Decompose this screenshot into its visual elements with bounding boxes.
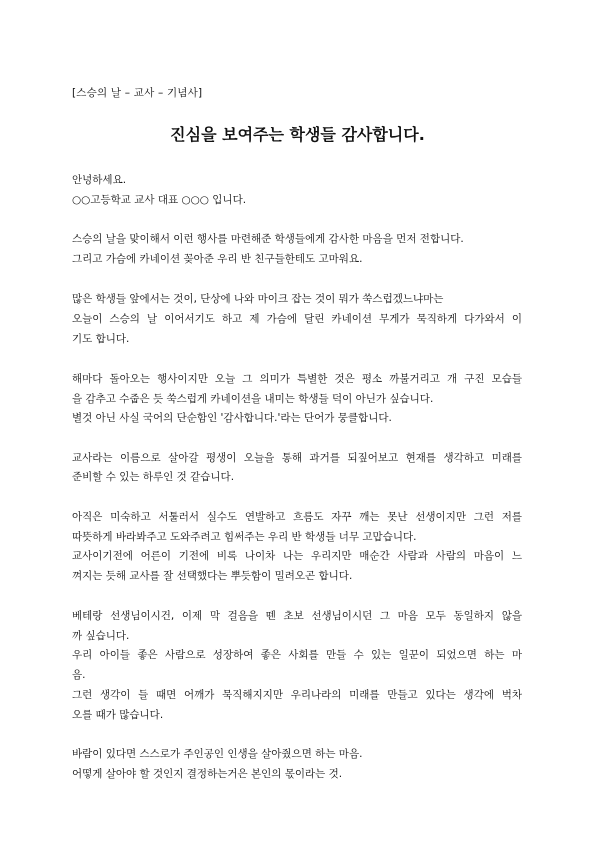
body-line: 많은 학생들 앞에서는 것이, 단상에 나와 마이크 잡는 것이 뭐가 쑥스럽겠느냐마는 — [72, 293, 444, 305]
body-line: 바람이 있다면 스스로가 주인공인 인생을 살아줬으면 하는 마음. — [72, 748, 363, 760]
body-line: 오늘이 스승의 날 이어서기도 하고 제 가슴에 달린 카네이션 무게가 묵직하게 다가와서 이 — [72, 313, 522, 325]
document-title: 진심을 보여주는 학생들 감사합니다. — [170, 125, 425, 144]
body-line: 아직은 미숙하고 서툴러서 실수도 연발하고 흐름도 자꾸 깨는 못난 선생이지만 그런 저를 — [72, 511, 522, 523]
body-line: 어떻게 살아야 할 것인지 결정하는거은 본인의 몫이라는 것. — [72, 768, 343, 780]
body-line: 껴지는 듯해 교사를 잘 선택했다는 뿌듯함이 밀려오곤 합니다. — [72, 570, 353, 582]
body-line: 따뜻하게 바라봐주고 도와주려고 힘써주는 우리 반 학생들 너무 고맙습니다. — [72, 531, 417, 543]
body-line: 을 감추고 수줍은 듯 쑥스럽게 카네이션을 내미는 학생들 덕이 아닌가 싶습니다. — [72, 393, 434, 405]
body-line: 까 싶습니다. — [72, 630, 130, 642]
body-line: 교사라는 이름으로 살아갈 평생이 오늘을 통해 과거를 되짚어보고 현재를 생각하고 미래를 — [72, 452, 522, 464]
body-line: ○○고등학교 교사 대표 ○○○ 입니다. — [72, 194, 247, 206]
body-line: 오를 때가 많습니다. — [72, 709, 164, 721]
document-category: [스승의 날 – 교사 – 기념사] — [72, 87, 203, 99]
body-line: 음. — [72, 669, 86, 681]
body-line: 우리 아이들 좋은 사람으로 성장하여 좋은 사회를 만들 수 있는 일꾼이 되었으면 하는 마 — [72, 649, 522, 661]
body-line: 그런 생각이 들 때면 어깨가 묵직해지지만 우리나라의 미래를 만들고 있다는 생각에 벅차 — [72, 689, 522, 701]
body-line: 기도 합니다. — [72, 333, 130, 345]
body-line: 별것 아닌 사실 국어의 단순함인 '감사합니다.'라는 단어가 뭉클합니다. — [72, 412, 392, 424]
body-line: 교사이기전에 어른이 기전에 비록 나이차 나는 우리지만 매순간 사람과 사람의 마음이 느 — [72, 550, 522, 562]
body-line: 그리고 가슴에 카네이션 꽂아준 우리 반 친구들한테도 고마워요. — [72, 253, 363, 265]
body-line: 안녕하세요. — [72, 174, 127, 186]
body-line: 베테랑 선생님이시건, 이제 막 걸음을 뗀 초보 선생님이시던 그 마음 모두 동일하지 않을 — [72, 610, 522, 622]
body-line: 해마다 돌아오는 행사이지만 오늘 그 의미가 특별한 것은 평소 까불거리고 개 구진 모습들 — [72, 373, 522, 385]
body-line: 스승의 날을 맞이해서 이런 행사를 마련해준 학생들에게 감사한 마음을 먼저 전합니다. — [72, 233, 464, 245]
body-line: 준비할 수 있는 하루인 것 같습니다. — [72, 471, 235, 483]
